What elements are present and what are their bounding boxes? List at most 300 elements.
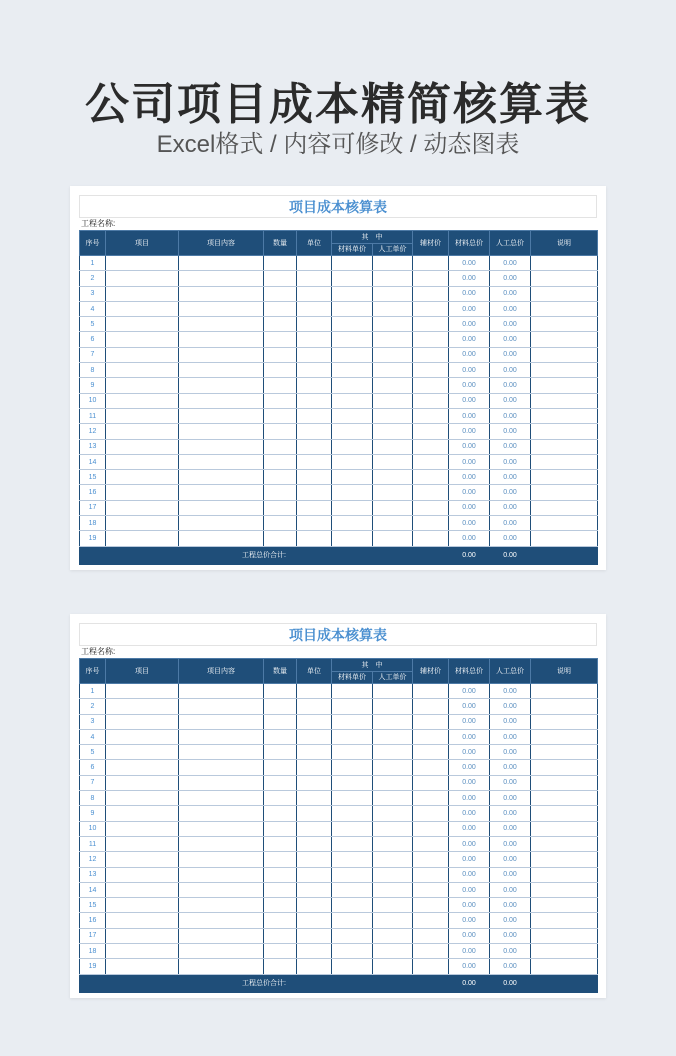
note-cell[interactable]	[531, 821, 598, 836]
note-cell[interactable]	[531, 806, 598, 821]
aux-material-cell[interactable]	[413, 301, 449, 316]
item-cell[interactable]	[106, 286, 179, 301]
qty-cell[interactable]	[264, 745, 297, 760]
labor-price-cell[interactable]	[373, 959, 413, 974]
seq-cell[interactable]: 13	[80, 867, 106, 882]
labor-price-cell[interactable]	[373, 347, 413, 362]
material-price-cell[interactable]	[332, 714, 373, 729]
aux-material-cell[interactable]	[413, 821, 449, 836]
seq-cell[interactable]: 11	[80, 408, 106, 423]
item-cell[interactable]	[106, 944, 179, 959]
material-price-cell[interactable]	[332, 928, 373, 943]
seq-cell[interactable]: 5	[80, 317, 106, 332]
unit-cell[interactable]	[297, 454, 332, 469]
qty-cell[interactable]	[264, 378, 297, 393]
aux-material-cell[interactable]	[413, 317, 449, 332]
content-cell[interactable]	[179, 271, 264, 286]
aux-material-cell[interactable]	[413, 913, 449, 928]
content-cell[interactable]	[179, 317, 264, 332]
seq-cell[interactable]: 10	[80, 821, 106, 836]
note-cell[interactable]	[531, 439, 598, 454]
content-cell[interactable]	[179, 821, 264, 836]
unit-cell[interactable]	[297, 500, 332, 515]
unit-cell[interactable]	[297, 699, 332, 714]
note-cell[interactable]	[531, 898, 598, 913]
labor-total-cell[interactable]: 0.00	[490, 775, 531, 790]
aux-material-cell[interactable]	[413, 944, 449, 959]
item-cell[interactable]	[106, 439, 179, 454]
content-cell[interactable]	[179, 775, 264, 790]
content-cell[interactable]	[179, 699, 264, 714]
unit-cell[interactable]	[297, 684, 332, 699]
unit-cell[interactable]	[297, 806, 332, 821]
unit-cell[interactable]	[297, 393, 332, 408]
unit-cell[interactable]	[297, 714, 332, 729]
material-price-cell[interactable]	[332, 516, 373, 531]
labor-price-cell[interactable]	[373, 836, 413, 851]
material-total-cell[interactable]: 0.00	[449, 729, 490, 744]
qty-cell[interactable]	[264, 714, 297, 729]
unit-cell[interactable]	[297, 913, 332, 928]
labor-price-cell[interactable]	[373, 454, 413, 469]
content-cell[interactable]	[179, 928, 264, 943]
labor-price-cell[interactable]	[373, 729, 413, 744]
labor-total-cell[interactable]: 0.00	[490, 393, 531, 408]
labor-price-cell[interactable]	[373, 408, 413, 423]
content-cell[interactable]	[179, 898, 264, 913]
labor-total-cell[interactable]: 0.00	[490, 791, 531, 806]
material-price-cell[interactable]	[332, 317, 373, 332]
content-cell[interactable]	[179, 745, 264, 760]
note-cell[interactable]	[531, 729, 598, 744]
note-cell[interactable]	[531, 408, 598, 423]
material-total-cell[interactable]: 0.00	[449, 424, 490, 439]
seq-cell[interactable]: 12	[80, 424, 106, 439]
material-total-cell[interactable]: 0.00	[449, 791, 490, 806]
note-cell[interactable]	[531, 317, 598, 332]
item-cell[interactable]	[106, 898, 179, 913]
material-price-cell[interactable]	[332, 378, 373, 393]
unit-cell[interactable]	[297, 852, 332, 867]
note-cell[interactable]	[531, 516, 598, 531]
labor-price-cell[interactable]	[373, 378, 413, 393]
seq-cell[interactable]: 7	[80, 347, 106, 362]
labor-total-cell[interactable]: 0.00	[490, 867, 531, 882]
aux-material-cell[interactable]	[413, 836, 449, 851]
labor-total-cell[interactable]: 0.00	[490, 729, 531, 744]
aux-material-cell[interactable]	[413, 500, 449, 515]
material-price-cell[interactable]	[332, 256, 373, 271]
content-cell[interactable]	[179, 485, 264, 500]
content-cell[interactable]	[179, 286, 264, 301]
content-cell[interactable]	[179, 959, 264, 974]
labor-total-cell[interactable]: 0.00	[490, 944, 531, 959]
note-cell[interactable]	[531, 500, 598, 515]
material-price-cell[interactable]	[332, 913, 373, 928]
labor-price-cell[interactable]	[373, 256, 413, 271]
material-total-cell[interactable]: 0.00	[449, 836, 490, 851]
material-price-cell[interactable]	[332, 729, 373, 744]
material-price-cell[interactable]	[332, 806, 373, 821]
qty-cell[interactable]	[264, 882, 297, 897]
content-cell[interactable]	[179, 393, 264, 408]
unit-cell[interactable]	[297, 928, 332, 943]
seq-cell[interactable]: 9	[80, 378, 106, 393]
qty-cell[interactable]	[264, 836, 297, 851]
note-cell[interactable]	[531, 256, 598, 271]
labor-total-cell[interactable]: 0.00	[490, 424, 531, 439]
aux-material-cell[interactable]	[413, 699, 449, 714]
qty-cell[interactable]	[264, 286, 297, 301]
labor-price-cell[interactable]	[373, 393, 413, 408]
note-cell[interactable]	[531, 378, 598, 393]
item-cell[interactable]	[106, 301, 179, 316]
note-cell[interactable]	[531, 393, 598, 408]
material-total-cell[interactable]: 0.00	[449, 393, 490, 408]
material-price-cell[interactable]	[332, 882, 373, 897]
content-cell[interactable]	[179, 363, 264, 378]
aux-material-cell[interactable]	[413, 852, 449, 867]
item-cell[interactable]	[106, 271, 179, 286]
content-cell[interactable]	[179, 714, 264, 729]
unit-cell[interactable]	[297, 821, 332, 836]
note-cell[interactable]	[531, 852, 598, 867]
note-cell[interactable]	[531, 959, 598, 974]
material-total-cell[interactable]: 0.00	[449, 531, 490, 546]
aux-material-cell[interactable]	[413, 378, 449, 393]
unit-cell[interactable]	[297, 424, 332, 439]
qty-cell[interactable]	[264, 928, 297, 943]
material-total-cell[interactable]: 0.00	[449, 882, 490, 897]
qty-cell[interactable]	[264, 332, 297, 347]
qty-cell[interactable]	[264, 439, 297, 454]
labor-price-cell[interactable]	[373, 301, 413, 316]
material-total-cell[interactable]: 0.00	[449, 516, 490, 531]
content-cell[interactable]	[179, 531, 264, 546]
item-cell[interactable]	[106, 882, 179, 897]
aux-material-cell[interactable]	[413, 516, 449, 531]
material-total-cell[interactable]: 0.00	[449, 332, 490, 347]
seq-cell[interactable]: 3	[80, 714, 106, 729]
material-total-cell[interactable]: 0.00	[449, 714, 490, 729]
unit-cell[interactable]	[297, 516, 332, 531]
note-cell[interactable]	[531, 332, 598, 347]
unit-cell[interactable]	[297, 836, 332, 851]
material-total-cell[interactable]: 0.00	[449, 271, 490, 286]
labor-price-cell[interactable]	[373, 271, 413, 286]
qty-cell[interactable]	[264, 363, 297, 378]
labor-price-cell[interactable]	[373, 745, 413, 760]
material-price-cell[interactable]	[332, 852, 373, 867]
seq-cell[interactable]: 19	[80, 959, 106, 974]
aux-material-cell[interactable]	[413, 806, 449, 821]
seq-cell[interactable]: 4	[80, 729, 106, 744]
aux-material-cell[interactable]	[413, 898, 449, 913]
labor-total-cell[interactable]: 0.00	[490, 363, 531, 378]
qty-cell[interactable]	[264, 959, 297, 974]
seq-cell[interactable]: 10	[80, 393, 106, 408]
material-total-cell[interactable]: 0.00	[449, 806, 490, 821]
labor-total-cell[interactable]: 0.00	[490, 882, 531, 897]
unit-cell[interactable]	[297, 959, 332, 974]
qty-cell[interactable]	[264, 684, 297, 699]
unit-cell[interactable]	[297, 256, 332, 271]
note-cell[interactable]	[531, 301, 598, 316]
material-total-cell[interactable]: 0.00	[449, 928, 490, 943]
content-cell[interactable]	[179, 944, 264, 959]
labor-price-cell[interactable]	[373, 867, 413, 882]
seq-cell[interactable]: 8	[80, 363, 106, 378]
seq-cell[interactable]: 16	[80, 485, 106, 500]
seq-cell[interactable]: 1	[80, 256, 106, 271]
material-price-cell[interactable]	[332, 332, 373, 347]
labor-total-cell[interactable]: 0.00	[490, 317, 531, 332]
aux-material-cell[interactable]	[413, 714, 449, 729]
qty-cell[interactable]	[264, 852, 297, 867]
labor-total-cell[interactable]: 0.00	[490, 408, 531, 423]
content-cell[interactable]	[179, 500, 264, 515]
material-total-cell[interactable]: 0.00	[449, 745, 490, 760]
qty-cell[interactable]	[264, 516, 297, 531]
item-cell[interactable]	[106, 347, 179, 362]
aux-material-cell[interactable]	[413, 882, 449, 897]
item-cell[interactable]	[106, 806, 179, 821]
unit-cell[interactable]	[297, 317, 332, 332]
labor-total-cell[interactable]: 0.00	[490, 898, 531, 913]
unit-cell[interactable]	[297, 729, 332, 744]
item-cell[interactable]	[106, 745, 179, 760]
content-cell[interactable]	[179, 424, 264, 439]
item-cell[interactable]	[106, 699, 179, 714]
unit-cell[interactable]	[297, 286, 332, 301]
labor-total-cell[interactable]: 0.00	[490, 332, 531, 347]
material-price-cell[interactable]	[332, 408, 373, 423]
material-total-cell[interactable]: 0.00	[449, 699, 490, 714]
content-cell[interactable]	[179, 791, 264, 806]
material-price-cell[interactable]	[332, 301, 373, 316]
note-cell[interactable]	[531, 363, 598, 378]
item-cell[interactable]	[106, 363, 179, 378]
seq-cell[interactable]: 8	[80, 791, 106, 806]
note-cell[interactable]	[531, 714, 598, 729]
item-cell[interactable]	[106, 393, 179, 408]
seq-cell[interactable]: 14	[80, 882, 106, 897]
labor-total-cell[interactable]: 0.00	[490, 516, 531, 531]
content-cell[interactable]	[179, 806, 264, 821]
qty-cell[interactable]	[264, 913, 297, 928]
qty-cell[interactable]	[264, 821, 297, 836]
aux-material-cell[interactable]	[413, 775, 449, 790]
material-total-cell[interactable]: 0.00	[449, 959, 490, 974]
labor-price-cell[interactable]	[373, 485, 413, 500]
qty-cell[interactable]	[264, 408, 297, 423]
content-cell[interactable]	[179, 913, 264, 928]
material-price-cell[interactable]	[332, 760, 373, 775]
unit-cell[interactable]	[297, 531, 332, 546]
material-total-cell[interactable]: 0.00	[449, 363, 490, 378]
note-cell[interactable]	[531, 485, 598, 500]
labor-price-cell[interactable]	[373, 531, 413, 546]
qty-cell[interactable]	[264, 454, 297, 469]
note-cell[interactable]	[531, 531, 598, 546]
labor-price-cell[interactable]	[373, 470, 413, 485]
labor-total-cell[interactable]: 0.00	[490, 485, 531, 500]
labor-price-cell[interactable]	[373, 286, 413, 301]
content-cell[interactable]	[179, 454, 264, 469]
labor-total-cell[interactable]: 0.00	[490, 286, 531, 301]
aux-material-cell[interactable]	[413, 531, 449, 546]
item-cell[interactable]	[106, 332, 179, 347]
material-price-cell[interactable]	[332, 775, 373, 790]
material-price-cell[interactable]	[332, 347, 373, 362]
note-cell[interactable]	[531, 745, 598, 760]
qty-cell[interactable]	[264, 898, 297, 913]
item-cell[interactable]	[106, 836, 179, 851]
qty-cell[interactable]	[264, 791, 297, 806]
item-cell[interactable]	[106, 959, 179, 974]
material-total-cell[interactable]: 0.00	[449, 852, 490, 867]
labor-total-cell[interactable]: 0.00	[490, 852, 531, 867]
labor-price-cell[interactable]	[373, 684, 413, 699]
content-cell[interactable]	[179, 347, 264, 362]
content-cell[interactable]	[179, 882, 264, 897]
labor-price-cell[interactable]	[373, 760, 413, 775]
material-total-cell[interactable]: 0.00	[449, 821, 490, 836]
labor-total-cell[interactable]: 0.00	[490, 256, 531, 271]
item-cell[interactable]	[106, 408, 179, 423]
seq-cell[interactable]: 2	[80, 699, 106, 714]
item-cell[interactable]	[106, 378, 179, 393]
unit-cell[interactable]	[297, 775, 332, 790]
seq-cell[interactable]: 6	[80, 332, 106, 347]
note-cell[interactable]	[531, 791, 598, 806]
qty-cell[interactable]	[264, 500, 297, 515]
material-price-cell[interactable]	[332, 485, 373, 500]
aux-material-cell[interactable]	[413, 470, 449, 485]
unit-cell[interactable]	[297, 378, 332, 393]
note-cell[interactable]	[531, 684, 598, 699]
qty-cell[interactable]	[264, 729, 297, 744]
seq-cell[interactable]: 19	[80, 531, 106, 546]
aux-material-cell[interactable]	[413, 454, 449, 469]
qty-cell[interactable]	[264, 944, 297, 959]
item-cell[interactable]	[106, 821, 179, 836]
labor-total-cell[interactable]: 0.00	[490, 913, 531, 928]
item-cell[interactable]	[106, 516, 179, 531]
item-cell[interactable]	[106, 317, 179, 332]
aux-material-cell[interactable]	[413, 745, 449, 760]
content-cell[interactable]	[179, 867, 264, 882]
note-cell[interactable]	[531, 699, 598, 714]
labor-price-cell[interactable]	[373, 821, 413, 836]
note-cell[interactable]	[531, 775, 598, 790]
content-cell[interactable]	[179, 378, 264, 393]
aux-material-cell[interactable]	[413, 271, 449, 286]
note-cell[interactable]	[531, 867, 598, 882]
unit-cell[interactable]	[297, 944, 332, 959]
seq-cell[interactable]: 7	[80, 775, 106, 790]
seq-cell[interactable]: 6	[80, 760, 106, 775]
material-total-cell[interactable]: 0.00	[449, 775, 490, 790]
qty-cell[interactable]	[264, 485, 297, 500]
labor-price-cell[interactable]	[373, 791, 413, 806]
aux-material-cell[interactable]	[413, 729, 449, 744]
aux-material-cell[interactable]	[413, 424, 449, 439]
qty-cell[interactable]	[264, 424, 297, 439]
material-price-cell[interactable]	[332, 286, 373, 301]
item-cell[interactable]	[106, 531, 179, 546]
material-price-cell[interactable]	[332, 393, 373, 408]
labor-price-cell[interactable]	[373, 898, 413, 913]
unit-cell[interactable]	[297, 867, 332, 882]
material-price-cell[interactable]	[332, 439, 373, 454]
aux-material-cell[interactable]	[413, 332, 449, 347]
unit-cell[interactable]	[297, 332, 332, 347]
qty-cell[interactable]	[264, 256, 297, 271]
material-total-cell[interactable]: 0.00	[449, 867, 490, 882]
labor-total-cell[interactable]: 0.00	[490, 347, 531, 362]
material-price-cell[interactable]	[332, 424, 373, 439]
aux-material-cell[interactable]	[413, 393, 449, 408]
material-total-cell[interactable]: 0.00	[449, 470, 490, 485]
content-cell[interactable]	[179, 516, 264, 531]
seq-cell[interactable]: 12	[80, 852, 106, 867]
material-price-cell[interactable]	[332, 470, 373, 485]
labor-total-cell[interactable]: 0.00	[490, 714, 531, 729]
labor-price-cell[interactable]	[373, 332, 413, 347]
material-total-cell[interactable]: 0.00	[449, 500, 490, 515]
labor-total-cell[interactable]: 0.00	[490, 271, 531, 286]
labor-price-cell[interactable]	[373, 424, 413, 439]
content-cell[interactable]	[179, 408, 264, 423]
material-total-cell[interactable]: 0.00	[449, 286, 490, 301]
note-cell[interactable]	[531, 882, 598, 897]
material-price-cell[interactable]	[332, 531, 373, 546]
aux-material-cell[interactable]	[413, 439, 449, 454]
material-total-cell[interactable]: 0.00	[449, 684, 490, 699]
material-price-cell[interactable]	[332, 898, 373, 913]
content-cell[interactable]	[179, 729, 264, 744]
material-price-cell[interactable]	[332, 271, 373, 286]
material-total-cell[interactable]: 0.00	[449, 301, 490, 316]
material-total-cell[interactable]: 0.00	[449, 439, 490, 454]
labor-total-cell[interactable]: 0.00	[490, 439, 531, 454]
material-total-cell[interactable]: 0.00	[449, 256, 490, 271]
seq-cell[interactable]: 3	[80, 286, 106, 301]
qty-cell[interactable]	[264, 393, 297, 408]
material-price-cell[interactable]	[332, 699, 373, 714]
item-cell[interactable]	[106, 775, 179, 790]
labor-price-cell[interactable]	[373, 928, 413, 943]
unit-cell[interactable]	[297, 301, 332, 316]
qty-cell[interactable]	[264, 317, 297, 332]
aux-material-cell[interactable]	[413, 928, 449, 943]
qty-cell[interactable]	[264, 699, 297, 714]
seq-cell[interactable]: 17	[80, 500, 106, 515]
item-cell[interactable]	[106, 714, 179, 729]
aux-material-cell[interactable]	[413, 363, 449, 378]
unit-cell[interactable]	[297, 363, 332, 378]
seq-cell[interactable]: 1	[80, 684, 106, 699]
labor-price-cell[interactable]	[373, 806, 413, 821]
qty-cell[interactable]	[264, 301, 297, 316]
seq-cell[interactable]: 5	[80, 745, 106, 760]
material-price-cell[interactable]	[332, 363, 373, 378]
labor-price-cell[interactable]	[373, 699, 413, 714]
aux-material-cell[interactable]	[413, 684, 449, 699]
unit-cell[interactable]	[297, 271, 332, 286]
note-cell[interactable]	[531, 271, 598, 286]
